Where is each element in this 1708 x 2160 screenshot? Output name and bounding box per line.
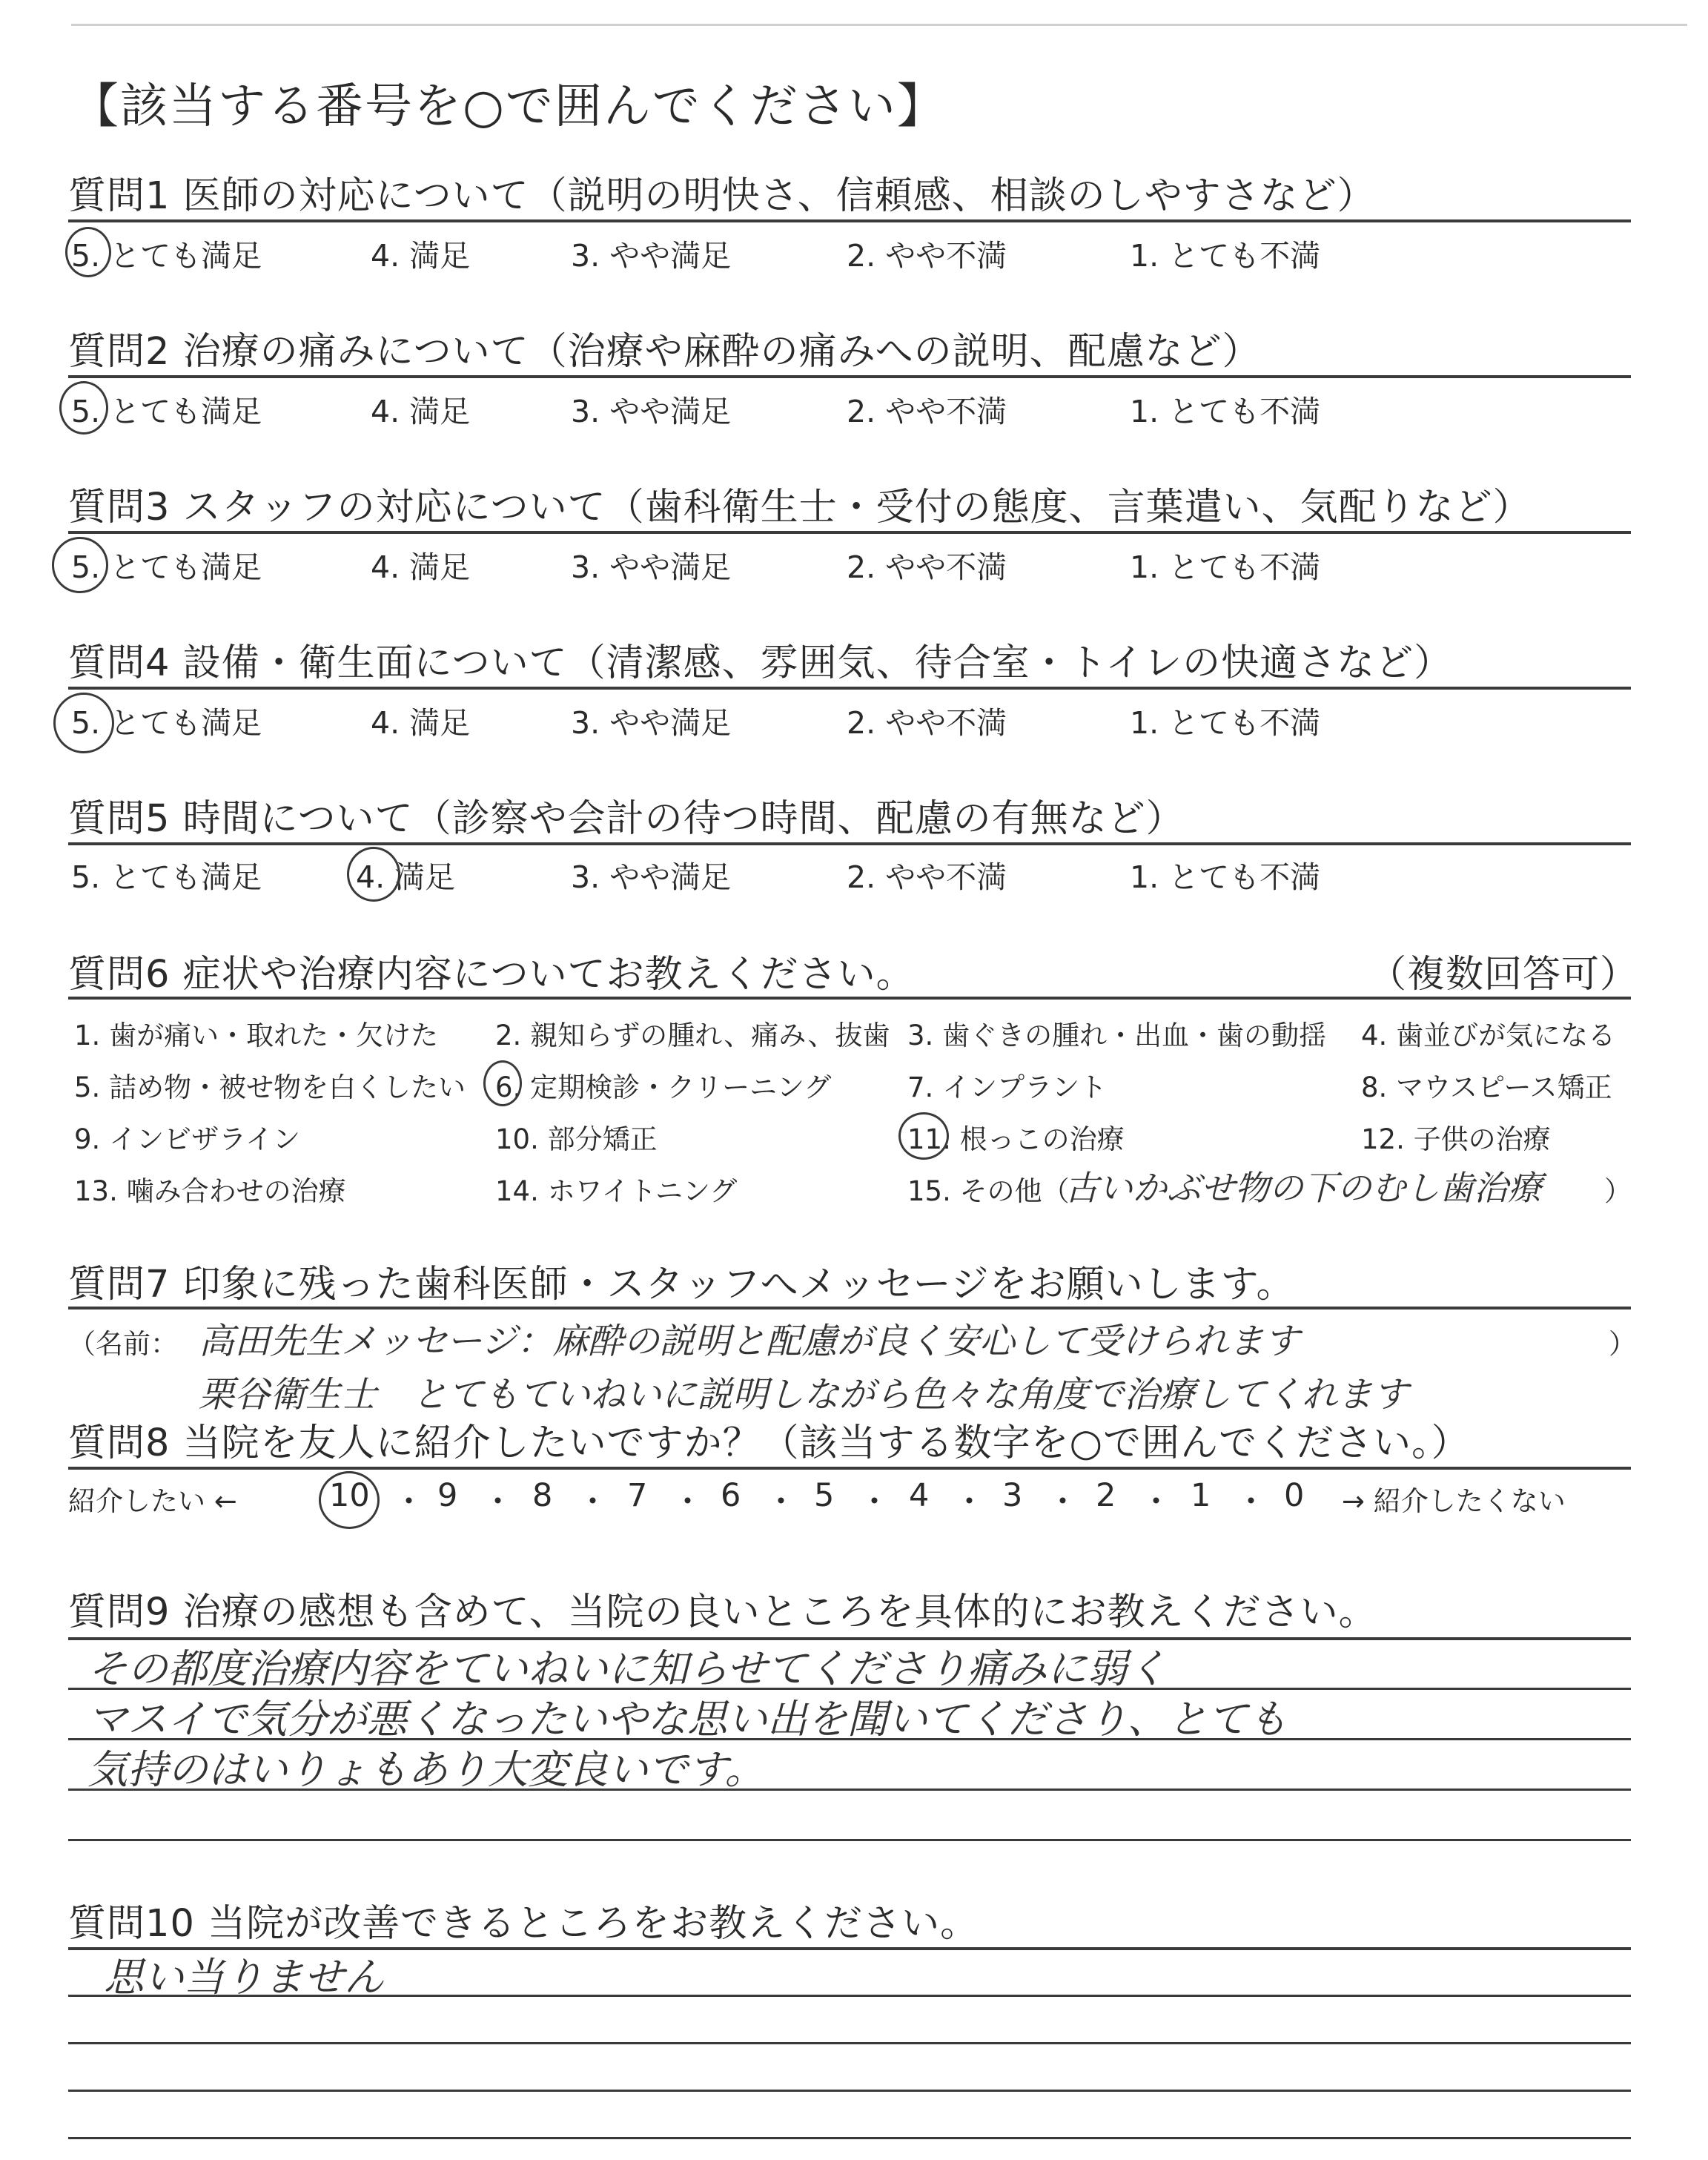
- top-border: [71, 24, 1687, 26]
- option-4[interactable]: 4. 満足: [371, 705, 471, 741]
- selection-circle: [898, 1112, 949, 1160]
- multiple-answer-note: （複数回答可）: [1368, 953, 1639, 997]
- answer-line: [68, 2042, 1631, 2044]
- question-label: 質問10 当院が改善できるところをお教えください。: [68, 1902, 979, 1946]
- question-label: 質問7 印象に残った歯科医師・スタッフへメッセージをお願いします。: [68, 1263, 1295, 1307]
- option-4[interactable]: 4. 満足: [371, 394, 471, 429]
- score-9[interactable]: 9: [437, 1477, 458, 1514]
- answer-handwritten-line1: その都度治療内容をていねいに知らせてくださり痛みに弱く: [87, 1645, 1168, 1692]
- selection-circle: [319, 1471, 380, 1529]
- score-4[interactable]: 4: [909, 1477, 930, 1514]
- symptom-option[interactable]: 12. 子供の治療: [1361, 1123, 1551, 1155]
- divider: [68, 1307, 1631, 1309]
- symptom-option[interactable]: 10. 部分矯正: [495, 1123, 658, 1155]
- option-4[interactable]: 4. 満足: [371, 549, 471, 585]
- option-4[interactable]: 4. 満足: [356, 859, 456, 895]
- symptom-option[interactable]: 6. 定期検診・クリーニング: [495, 1071, 832, 1103]
- selection-circle: [52, 537, 108, 593]
- option-2[interactable]: 2. やや不満: [847, 394, 1007, 429]
- question-label: 質問6 症状や治療内容についてお教えください。: [68, 953, 915, 997]
- selection-circle: [53, 693, 114, 753]
- score-0[interactable]: 0: [1284, 1477, 1305, 1514]
- option-3[interactable]: 3. やや満足: [571, 705, 732, 741]
- divider: [68, 375, 1631, 378]
- option-2[interactable]: 2. やや不満: [847, 238, 1007, 274]
- name-label: （名前：: [68, 1328, 178, 1360]
- option-1[interactable]: 1. とても不満: [1130, 859, 1321, 895]
- selection-circle: [65, 227, 111, 277]
- message-handwritten-line1: 高田先生メッセージ：麻酔の説明と配慮が良く安心して受けられます: [199, 1321, 1300, 1362]
- divider: [68, 531, 1631, 534]
- other-close-paren: ）: [1604, 1175, 1632, 1207]
- divider: [68, 1467, 1631, 1470]
- question-label: 質問3 スタッフの対応について（歯科衛生士・受付の態度、言葉遣い、気配りなど）: [68, 486, 1532, 529]
- question-label: 質問5 時間について（診察や会計の待つ時間、配慮の有無など）: [68, 797, 1185, 841]
- option-5[interactable]: 5. とても満足: [71, 238, 262, 274]
- score-2[interactable]: 2: [1096, 1477, 1116, 1514]
- score-3[interactable]: 3: [1002, 1477, 1023, 1514]
- selection-circle: [59, 381, 108, 435]
- selection-circle: [483, 1060, 522, 1106]
- divider: [68, 997, 1631, 1000]
- question-label: 質問4 設備・衛生面について（清潔感、雰囲気、待合室・トイレの快適さなど）: [68, 641, 1453, 685]
- option-2[interactable]: 2. やや不満: [847, 705, 1007, 741]
- symptom-option[interactable]: 1. 歯が痛い・取れた・欠けた: [74, 1020, 439, 1051]
- option-1[interactable]: 1. とても不満: [1130, 238, 1321, 274]
- symptom-option[interactable]: 3. 歯ぐきの腫れ・出血・歯の動揺: [907, 1020, 1327, 1051]
- option-5[interactable]: 5. とても満足: [71, 859, 262, 895]
- answer-line: [68, 2137, 1631, 2139]
- option-3[interactable]: 3. やや満足: [571, 859, 732, 895]
- other-handwritten-text: 古いかぶせ物の下のむし歯治療: [1065, 1168, 1542, 1208]
- option-1[interactable]: 1. とても不満: [1130, 705, 1321, 741]
- answer-handwritten-line2: マスイで気分が悪くなったいやな思い出を聞いてくださり、とても: [87, 1696, 1288, 1743]
- option-3[interactable]: 3. やや満足: [571, 238, 732, 274]
- question-label: 質問9 治療の感想も含めて、当院の良いところを具体的にお教えください。: [68, 1591, 1377, 1634]
- option-5[interactable]: 5. とても満足: [71, 549, 262, 585]
- symptom-option[interactable]: 15. その他（: [907, 1175, 1070, 1207]
- option-2[interactable]: 2. やや不満: [847, 859, 1007, 895]
- score-8[interactable]: 8: [532, 1477, 553, 1514]
- score-10[interactable]: 10: [329, 1477, 370, 1514]
- answer-line: [68, 2090, 1631, 2092]
- divider: [68, 842, 1631, 845]
- option-1[interactable]: 1. とても不満: [1130, 394, 1321, 429]
- symptom-option[interactable]: 8. マウスピース矯正: [1361, 1071, 1612, 1103]
- symptom-option[interactable]: 5. 詰め物・被せ物を白くしたい: [74, 1071, 466, 1103]
- option-5[interactable]: 5. とても満足: [71, 705, 262, 741]
- question-label: 質問8 当院を友人に紹介したいですか？（該当する数字を○で囲んでください。）: [68, 1421, 1470, 1465]
- selection-circle: [347, 847, 400, 902]
- symptom-option[interactable]: 13. 噛み合わせの治療: [74, 1175, 346, 1207]
- score-5[interactable]: 5: [814, 1477, 835, 1514]
- score-6[interactable]: 6: [721, 1477, 741, 1514]
- divider: [68, 687, 1631, 690]
- divider: [68, 219, 1631, 222]
- recommend-left-label: 紹介したい ←: [68, 1485, 237, 1517]
- option-2[interactable]: 2. やや不満: [847, 549, 1007, 585]
- message-handwritten-line2: 栗谷衛生士 とてもていねいに説明しながら色々な角度で治療してくれます: [199, 1374, 1409, 1416]
- option-5[interactable]: 5. とても満足: [71, 394, 262, 429]
- name-close-paren: ）: [1609, 1328, 1636, 1360]
- answer-handwritten: 思い当りません: [104, 1954, 384, 2001]
- option-3[interactable]: 3. やや満足: [571, 394, 732, 429]
- score-1[interactable]: 1: [1191, 1477, 1211, 1514]
- answer-line: [68, 1839, 1631, 1841]
- answer-handwritten-line3: 気持のはいりょもあり大変良いです。: [87, 1746, 765, 1793]
- recommend-right-label: → 紹介したくない: [1342, 1485, 1566, 1517]
- question-label: 質問2 治療の痛みについて（治療や麻酔の痛みへの説明、配慮など）: [68, 330, 1261, 374]
- symptom-option[interactable]: 7. インプラント: [907, 1071, 1108, 1103]
- page-title: 【該当する番号を○で囲んでください】: [71, 79, 946, 134]
- question-label: 質問1 医師の対応について（説明の明快さ、信頼感、相談のしやすさなど）: [68, 174, 1376, 218]
- symptom-option[interactable]: 14. ホワイトニング: [495, 1175, 738, 1207]
- symptom-option[interactable]: 11. 根っこの治療: [907, 1123, 1125, 1155]
- option-4[interactable]: 4. 満足: [371, 238, 471, 274]
- symptom-option[interactable]: 2. 親知らずの腫れ、痛み、抜歯: [495, 1020, 890, 1051]
- score-7[interactable]: 7: [627, 1477, 648, 1514]
- option-3[interactable]: 3. やや満足: [571, 549, 732, 585]
- option-1[interactable]: 1. とても不満: [1130, 549, 1321, 585]
- symptom-option[interactable]: 9. インビザライン: [74, 1123, 300, 1155]
- symptom-option[interactable]: 4. 歯並びが気になる: [1361, 1020, 1616, 1051]
